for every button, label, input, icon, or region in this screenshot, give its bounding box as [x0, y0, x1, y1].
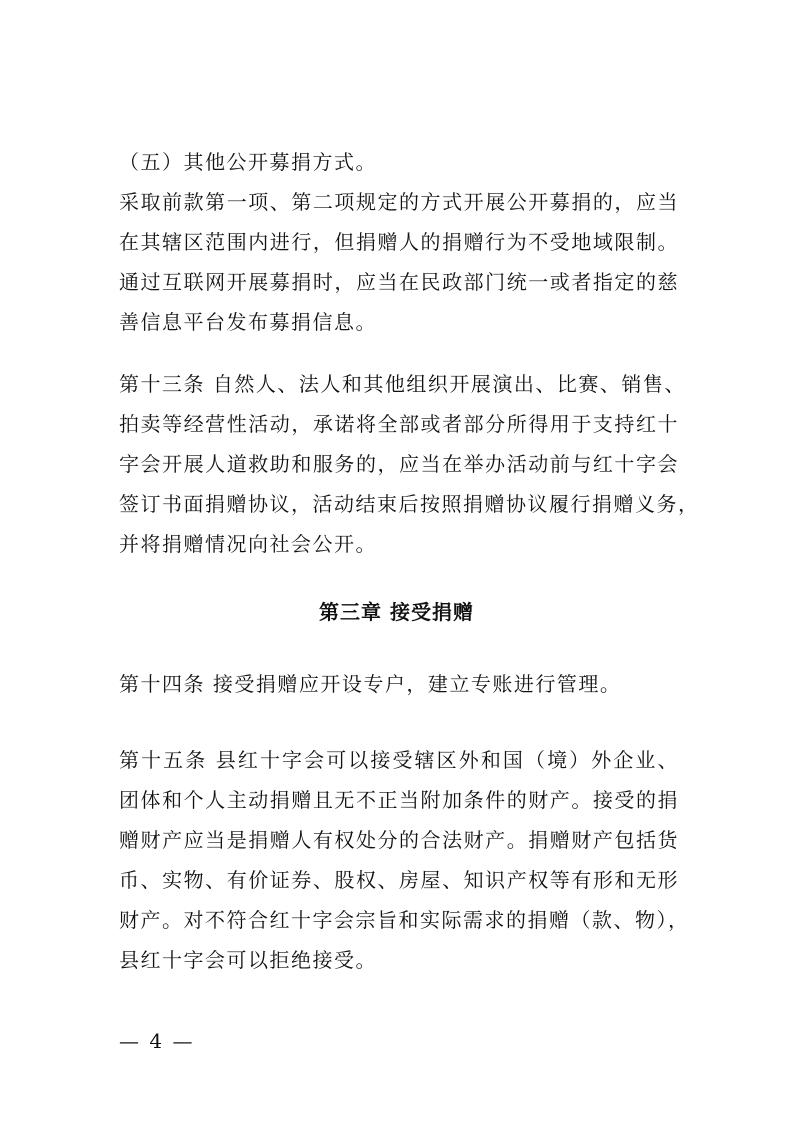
text-line: 采取前款第一项、第二项规定的方式开展公开募捐的，应当	[119, 190, 679, 214]
article-13-paragraph	[119, 364, 700, 564]
text-line: 善信息平台发布募捐信息。	[119, 310, 377, 334]
text-line: 第十三条 自然人、法人和其他组织开展演出、比赛、销售、	[119, 372, 686, 396]
text-line: 财产。对不符合红十字会宗旨和实际需求的捐赠（款、物），	[119, 908, 690, 932]
text-line: 团体和个人主动捐赠且无不正当附加条件的财产。接受的捐	[119, 788, 679, 812]
text-line: （五）其他公开募捐方式。	[119, 150, 377, 174]
chapter-heading: 第三章 接受捐赠	[319, 600, 474, 624]
article-14-paragraph	[119, 664, 679, 704]
text-line: 第十五条 县红十字会可以接受辖区外和国（境）外企业、	[119, 748, 679, 772]
text-line: 县红十字会可以拒绝接受。	[119, 948, 377, 972]
text-line: 并将捐赠情况向社会公开。	[119, 532, 377, 556]
article-15-paragraph	[119, 740, 690, 980]
text-line: 字会开展人道救助和服务的，应当在举办活动前与红十字会	[119, 452, 679, 476]
text-line: 赠财产应当是捐赠人有权处分的合法财产。捐赠财产包括货	[119, 828, 679, 852]
text-line: 签订书面捐赠协议，活动结束后按照捐赠协议履行捐赠义务，	[119, 492, 700, 516]
text-line: 拍卖等经营性活动，承诺将全部或者部分所得用于支持红十	[119, 412, 679, 436]
text-line: 在其辖区范围内进行，但捐赠人的捐赠行为不受地域限制。	[119, 230, 679, 254]
text-line: 第十四条 接受捐赠应开设专户，建立专账进行管理。	[119, 672, 622, 696]
page-number: — 4 —	[119, 1029, 195, 1053]
section-paragraph	[119, 142, 679, 342]
text-line: 币、实物、有价证券、股权、房屋、知识产权等有形和无形	[119, 868, 679, 892]
text-line: 通过互联网开展募捐时，应当在民政部门统一或者指定的慈	[119, 270, 679, 294]
